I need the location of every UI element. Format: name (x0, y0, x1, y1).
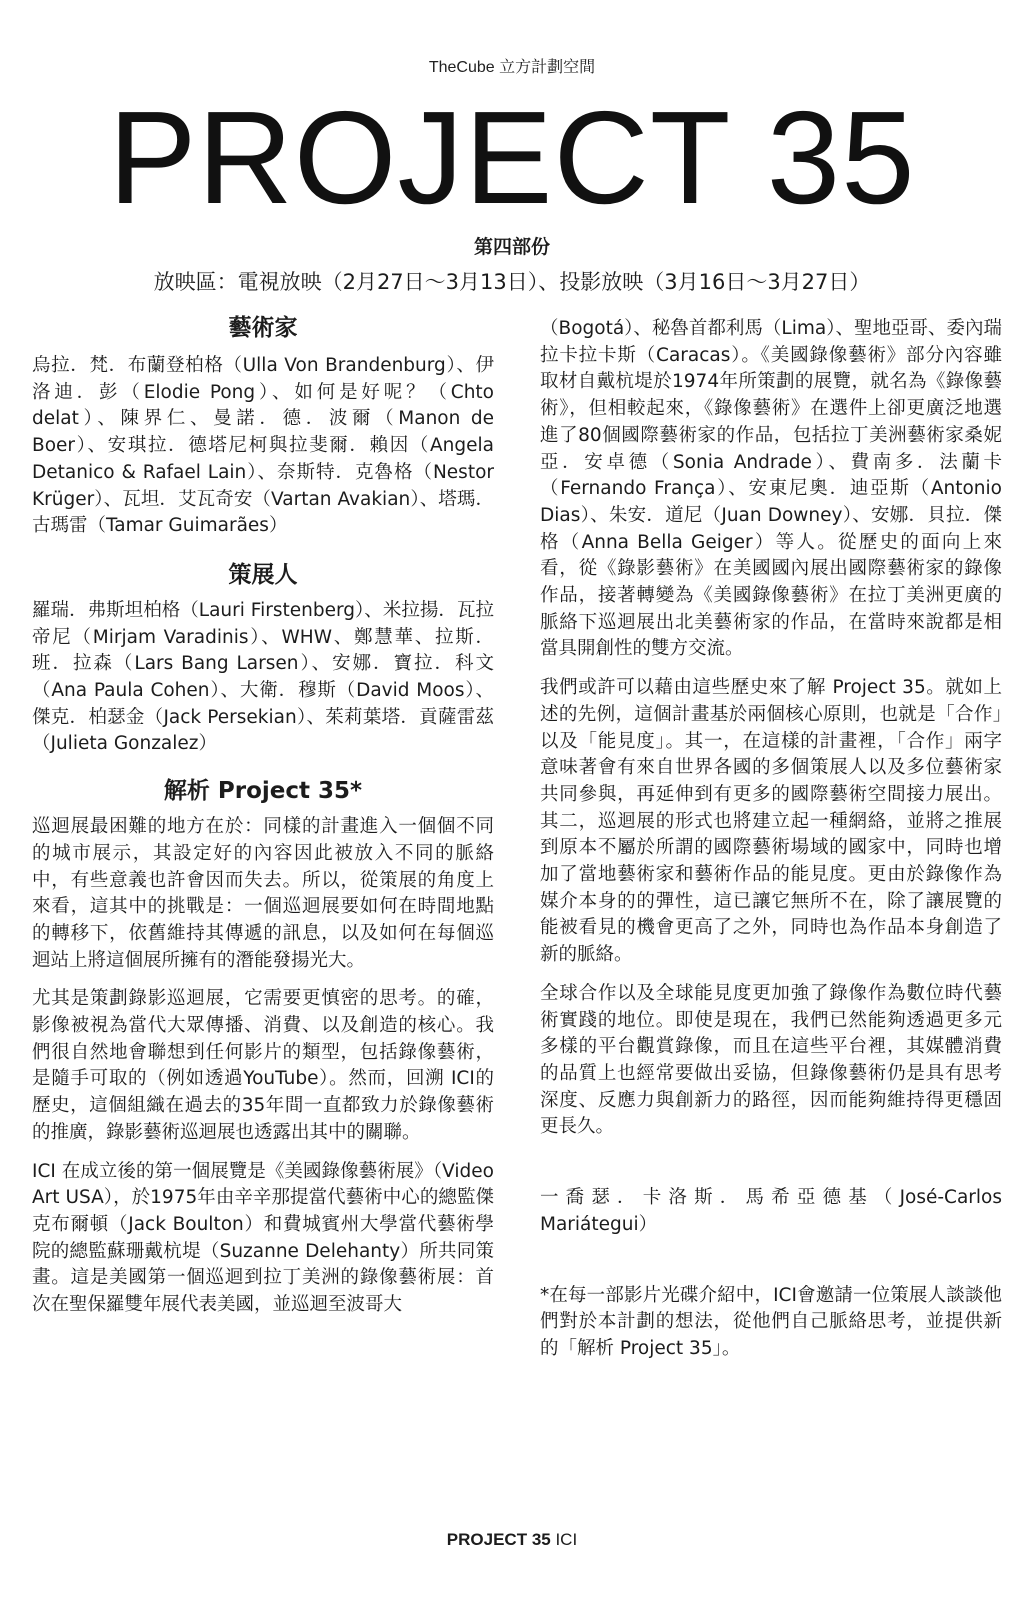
analysis-paragraph-1: 巡迴展最困難的地方在於：同樣的計畫進入一個個不同的城市展示，其設定好的內容因此被放入不同的脈絡中，有些意義也許會因而失去。所以，從策展的角度上來看，這其中的挑戰是：一個巡迴展要如何在時間地點的轉移下，依舊維持其傳遞的訊息，以及如何在每個巡迴站上將這個展所擁有的潛能發揚光大。 (32, 816, 494, 971)
screening-schedule: 放映區：電視放映（2月27日～3月13日）、投影放映（3月16日～3月27日） (153, 270, 871, 294)
footer-org: ICI (550, 1530, 578, 1549)
analysis-paragraph-2: 尤其是策劃錄影巡迴展，它需要更慎密的思考。的確，影像被視為當代大眾傳播、消費、以及創造的核心。我們很自然地會聯想到任何影片的類型，包括錄像藝術，是隨手可取的（例如透過YouTube）。然而，回溯 ICI的歷史，這個組織在過去的35年間一直都致力於錄像藝術的推廣，錄影藝術巡迴展也透露出其中的關聯。 (32, 988, 494, 1143)
analysis-paragraph-3-continued: （Bogotá）、秘魯首都利馬（Lima）、聖地亞哥、委內瑞拉卡拉卡斯（Caracas）。《美國錄像藝術》部分內容雖取材自戴杭堤於1974年所策劃的展覽，就名為《錄像藝術》，但相較起來，《錄像藝術》在選件上卻更廣泛地選進了80個國際藝術家的作品，包括拉丁美洲藝術家桑妮亞．安卓德（Sonia Andrade）、費南多．法蘭卡（Fernando França）、安東尼奧．迪亞斯（Antonio Dias）、朱安．道尼（Juan Downey）、安娜．貝拉．傑格（Anna Bella Geiger）等人。從歷史的面向上來看，從《錄影藝術》在美國國內展出國際藝術家的錄像作品，接著轉變為《美國錄像藝術》在拉丁美洲更廣的脈絡下巡迴展出北美藝術家的作品，在當時來說都是相當具開創性的雙方交流。 (540, 318, 1002, 660)
curators-heading: 策展人 (228, 561, 298, 588)
artists-list: 烏拉．梵．布蘭登柏格（Ulla Von Brandenburg）、伊洛迪．彭（Elodie Pong）、如何是好呢？（Chto delat）、陳界仁、曼諾．德．波爾（Manon de Boer）、安琪拉．德塔尼柯與拉斐爾．賴因（Angela Detanico & Rafael Lain）、奈斯特．克魯格（Nestor Krüger）、瓦坦．艾瓦奇安（Vartan Avakian）、塔瑪．古瑪雷（Tamar Guimarães） (32, 355, 494, 537)
analysis-paragraph-3: ICI 在成立後的第一個展覽是《美國錄像藝術展》（Video Art USA），於1975年由辛辛那提當代藝術中心的總監傑克布爾頓（Jack Boulton）和費城賓州大學當代藝術學院的總監蘇珊戴杭堤（Suzanne Delehanty）所共同策畫。這是美國第一個巡迴到拉丁美洲的錄像藝術展：首次在聖保羅雙年展代表美國，並巡迴至波哥大 (32, 1160, 494, 1316)
footnote: *在每一部影片光碟介紹中，ICI會邀請一位策展人談談他們對於本計劃的想法，從他們自己脈絡思考，並提供新的「解析 Project 35」。 (540, 1284, 1002, 1359)
part-label: 第四部份 (473, 236, 550, 258)
curators-list: 羅瑞．弗斯坦柏格（Lauri Firstenberg）、米拉揚．瓦拉帝尼（Mirjam Varadinis）、WHW、鄭慧華、拉斯．班．拉森（Lars Bang Larsen）、安娜．寶拉．科文（Ana Paula Cohen）、大衛．穆斯（David Moos）、傑克．柏瑟金（Jack Persekian）、茱莉葉塔．貢薩雷茲（Julieta Gonzalez） (32, 599, 494, 755)
left-column (32, 316, 494, 1319)
analysis-paragraph-4: 我們或許可以藉由這些歷史來了解 Project 35。就如上述的先例，這個計畫基於兩個核心原則，也就是「合作」以及「能見度」。其一，在這樣的計畫裡，「合作」兩字意味著會有來自世界各國的多個策展人以及多位藝術家共同參與，再延伸到有更多的國際藝術空間接力展出。其二，巡迴展的形式也將建立起一種網絡，並將之推展到原本不屬於所謂的國際藝術場域的國家中，同時也增加了當地藝術家和藝術作品的能見度。更由於錄像作為媒介本身的的彈性，這已讓它無所不在，除了讓展覽的能被看見的機會更高了之外，同時也為作品本身創造了新的脈絡。 (540, 677, 1002, 966)
analysis-heading: 解析 Project 35* (163, 778, 363, 805)
publisher-line: TheCube 立方計劃空間 (428, 59, 596, 76)
footer-project: PROJECT 35 (446, 1530, 551, 1549)
page-footer (0, 1530, 1024, 1550)
page-title: PROJECT 35 (108, 84, 916, 231)
artists-heading: 藝術家 (228, 315, 298, 341)
author-signature: 一喬瑟．卡洛斯．馬希亞德基（José-Carlos Mariátegui） (540, 1187, 1002, 1235)
analysis-paragraph-5: 全球合作以及全球能見度更加強了錄像作為數位時代藝術實踐的地位。即使是現在，我們已然能夠透過更多元多樣的平台觀賞錄像，而且在這些平台裡，其媒體消費的品質上也經常要做出妥協，但錄像藝術仍是具有思考深度、反應力與創新力的路徑，因而能夠維持得更穩固更長久。 (540, 982, 1002, 1138)
right-column (540, 316, 1002, 1363)
